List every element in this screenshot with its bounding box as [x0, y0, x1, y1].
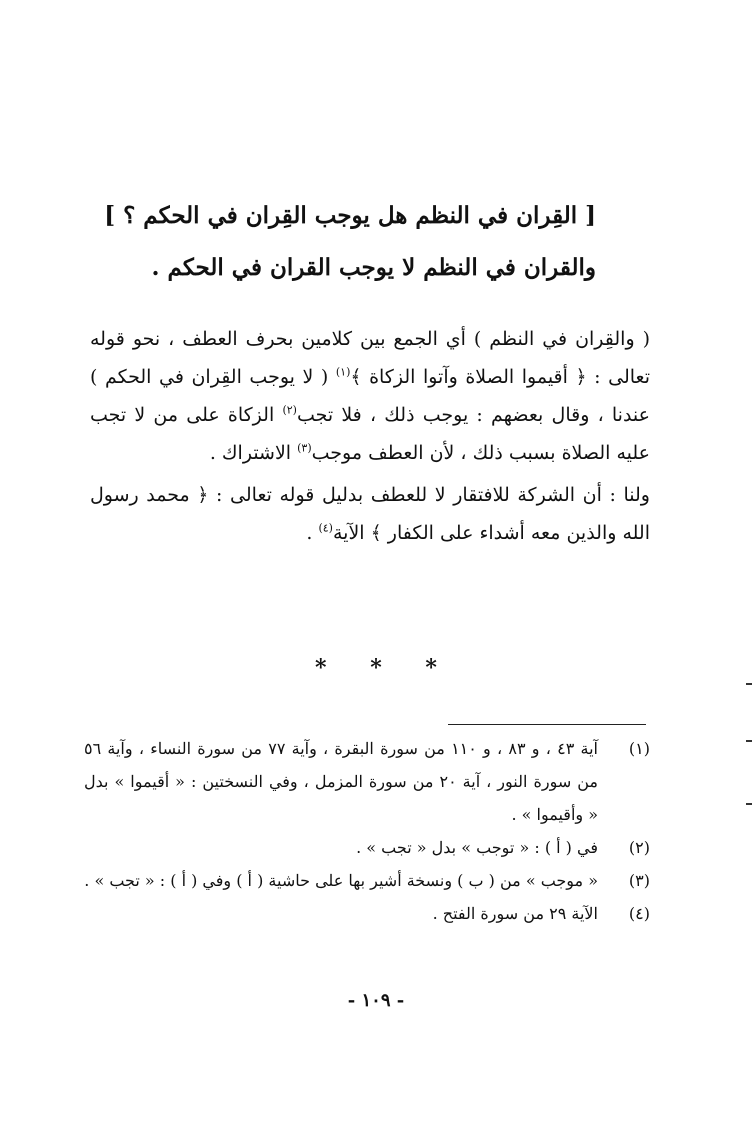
footnote-ref-1: (١): [335, 365, 351, 379]
footnote-number: (١): [628, 739, 650, 758]
paragraph-1-part-d: الاشتراك .: [209, 442, 298, 464]
paragraph-1-part-a: ( والقِران في النظم ) أي الجمع بين كلامين بحرف العطف ، نحو قوله تعالى : ﴿ أقيموا الصلاة وآتوا الزكاة ﴾: [90, 328, 650, 388]
paragraph-2: [90, 476, 650, 552]
paragraph-1-part-c: الزكاة على من لا تجب عليه الصلاة بسبب ذلك ، لأن العطف موجب: [90, 404, 650, 464]
separator-star: *: [315, 655, 327, 681]
footnote-item: [84, 897, 650, 930]
paragraph-1: [90, 320, 650, 472]
footnote-number: (٣): [628, 871, 650, 890]
section-heading: [96, 190, 596, 294]
scan-margin-mark: [746, 740, 752, 742]
footnote-text: في ( أ ) : « توجب » بدل « تجب » .: [356, 838, 598, 857]
main-text: [90, 320, 650, 552]
scan-margin-mark: [746, 803, 752, 805]
paragraph-2-part-a: ولنا : أن الشركة للافتقار لا للعطف بدليل قوله تعالى : ﴿ محمد رسول الله والذين معه أشداء على الكفار ﴾ الآية: [90, 484, 650, 544]
footnote-text: آية ٤٣ ، و ٨٣ ، و ١١٠ من سورة البقرة ، وآية ٧٧ من سورة النساء ، وآية ٥٦ من سورة النور ، آية ٢٠ من سورة المزمل ، وفي النسختين : « أقيموا » بدل « وأقيموا » .: [84, 739, 599, 824]
footnote-ref-4: (٤): [318, 521, 333, 535]
heading-question: [ القِران في النظم هل يوجب القِران في الحكم ؟ ]: [104, 202, 596, 229]
footnote-text: « موجب » من ( ب ) ونسخة أشير بها على حاشية ( أ ) وفي ( أ ) : « تجب » .: [84, 871, 598, 890]
separator-star: *: [370, 655, 382, 681]
section-separator: [0, 655, 752, 681]
page-number: - ١٠٩ -: [347, 990, 405, 1011]
footnote-number: (٢): [628, 838, 650, 857]
footnote-text: الآية ٢٩ من سورة الفتح .: [432, 904, 598, 923]
paragraph-1-part-b: ( لا يوجب القِران في الحكم ) عندنا ، وقال بعضهم : يوجب ذلك ، فلا تجب: [90, 366, 651, 426]
footnote-item: [84, 732, 650, 831]
footnote-ref-2: (٢): [282, 403, 297, 417]
scan-margin-mark: [746, 683, 752, 685]
footnote-divider: [448, 724, 646, 725]
separator-star: *: [425, 655, 437, 681]
paragraph-2-part-b: .: [306, 522, 319, 544]
footnotes: [84, 732, 650, 930]
footnote-ref-3: (٣): [297, 441, 312, 455]
heading-rule: والقران في النظم لا يوجب القران في الحكم .: [151, 254, 596, 281]
footnote-item: [84, 831, 650, 864]
footnote-number: (٤): [628, 904, 650, 923]
footnote-item: [84, 864, 650, 897]
